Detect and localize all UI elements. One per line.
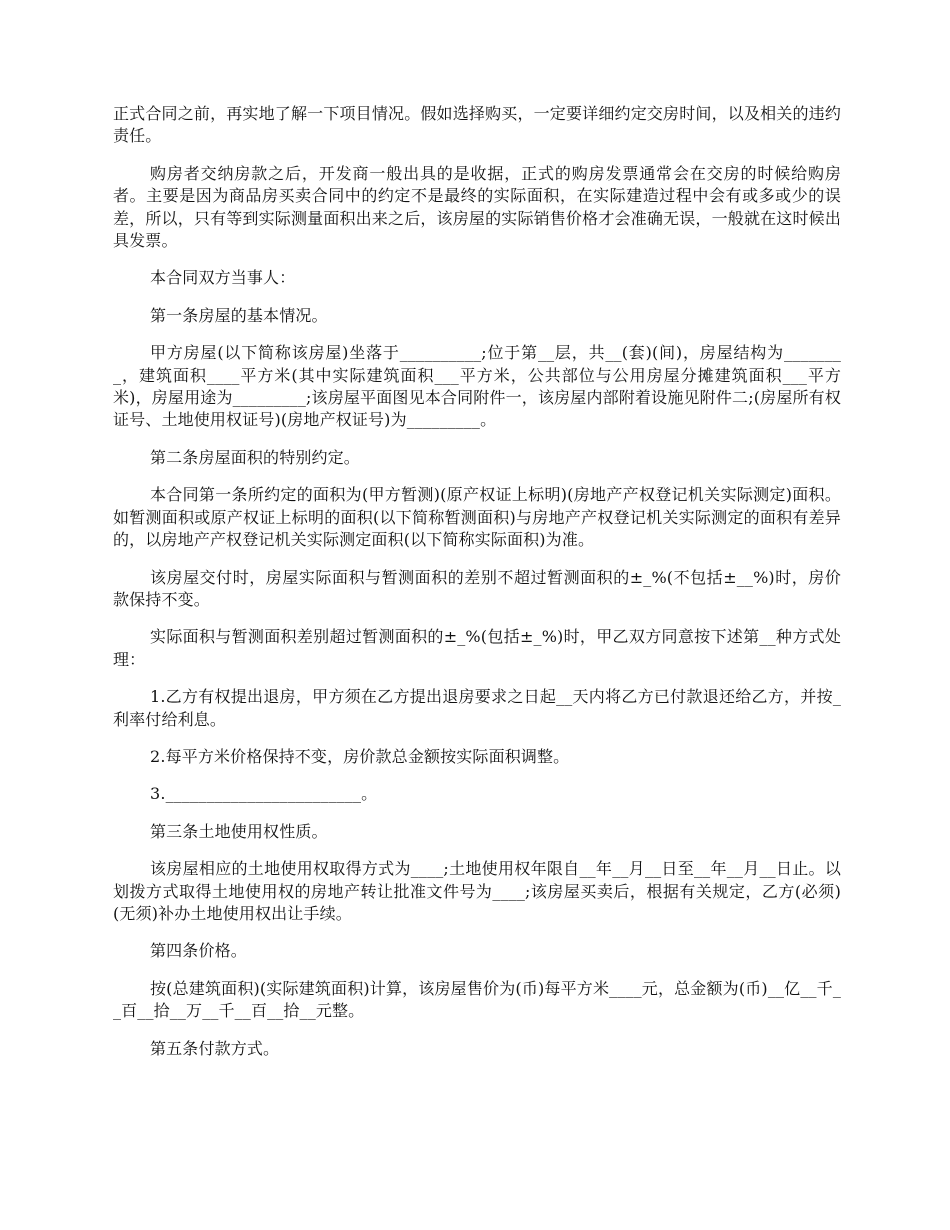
section-heading: 第二条房屋面积的特别约定。	[150, 447, 360, 467]
paragraph: 甲方房屋(以下简称该房屋)坐落于__________;位于第__层，共__(套)(间)，房屋结构为________，建筑面积____平方米(其中实际建筑面积___平方米，公共部位与公用房屋分摊建筑面积___平方米)，房屋用途为_________;该房屋平面图见本合同附件一，该房屋内部附着设施见附件二;(房屋所有权证号、土地使用权证号)(房地产权证号)为_________。	[113, 343, 841, 430]
document-page	[113, 103, 841, 1075]
list-item: 3.________________________。	[150, 784, 378, 804]
section-heading: 第五条付款方式。	[150, 1038, 280, 1058]
paragraph: 实际面积与暂测面积差别超过暂测面积的±_%(包括±_%)时，甲乙双方同意按下述第__种方式处理：	[113, 627, 841, 669]
paragraph: 该房屋相应的土地使用权取得方式为____;土地使用权年限自__年__月__日至__年__月__日止。以划拨方式取得土地使用权的房地产转让批准文件号为____;该房屋买卖后，根据有关规定，乙方(必须)(无须)补办土地使用权出让手续。	[113, 859, 841, 923]
section-heading: 第四条价格。	[150, 941, 247, 961]
paragraph: 按(总建筑面积)(实际建筑面积)计算，该房屋售价为(币)每平方米____元，总金额为(币)__亿__千__百__拾__万__千__百__拾__元整。	[113, 978, 841, 1021]
paragraph: 该房屋交付时，房屋实际面积与暂测面积的差别不超过暂测面积的±_%(不包括±__%)时，房价款保持不变。	[113, 567, 841, 609]
list-item: 1.乙方有权提出退房，甲方须在乙方提出退房要求之日起__天内将乙方已付款退还给乙方，并按_利率付给利息。	[113, 687, 841, 729]
section-heading: 第一条房屋的基本情况。	[150, 305, 328, 325]
paragraph: 本合同双方当事人：	[150, 268, 296, 288]
list-item: 2.每平方米价格保持不变，房价款总金额按实际面积调整。	[150, 746, 570, 766]
paragraph: 本合同第一条所约定的面积为(甲方暂测)(原产权证上标明)(房地产产权登记机关实际测定)面积。如暂测面积或原产权证上标明的面积(以下简称暂测面积)与房地产产权登记机关实际测定的面积有差异的，以房地产产权登记机关实际测定面积(以下简称实际面积)为准。	[113, 485, 841, 550]
section-heading: 第三条土地使用权性质。	[150, 821, 328, 841]
paragraph: 正式合同之前，再实地了解一下项目情况。假如选择购买，一定要详细约定交房时间，以及相关的违约责任。	[113, 104, 841, 146]
paragraph: 购房者交纳房款之后，开发商一般出具的是收据，正式的购房发票通常会在交房的时候给购房者。主要是因为商品房买卖合同中的约定不是最终的实际面积，在实际建造过程中会有或多或少的误差，所以，只有等到实际测量面积出来之后，该房屋的实际销售价格才会准确无误，一般就在这时候出具发票。	[113, 163, 841, 251]
